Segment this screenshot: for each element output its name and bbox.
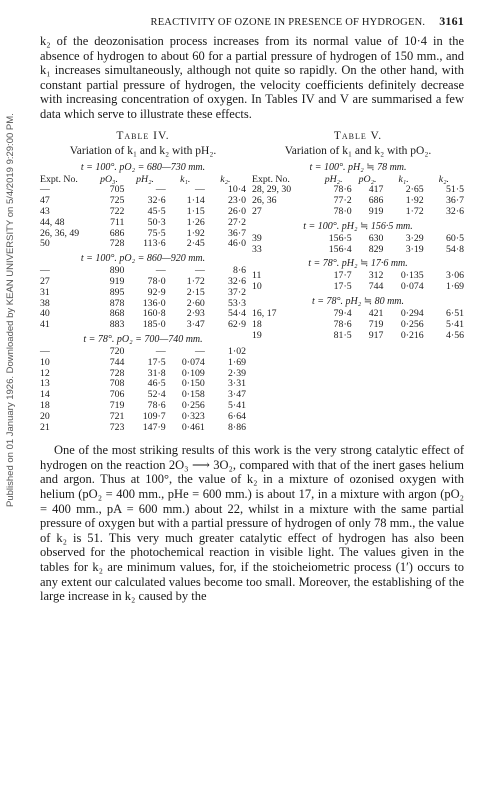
column-header: k₂. <box>220 173 231 185</box>
table-cell: 725 <box>109 195 125 207</box>
table-cell: — <box>40 184 50 196</box>
table-cell: 722 <box>109 205 125 217</box>
table-cell: 11 <box>252 270 262 282</box>
table-cell: 185·0 <box>142 319 166 331</box>
table-cell: — <box>194 265 205 277</box>
table-cell: 0·158 <box>181 389 205 401</box>
table-cell: 421 <box>368 307 384 319</box>
table-cell: 54·4 <box>228 308 246 320</box>
column-header: pO₃. <box>100 173 118 185</box>
table-cell: 156·4 <box>328 243 352 255</box>
running-header <box>40 14 464 30</box>
table-cell: 78·6 <box>333 318 352 330</box>
table-cell: 10·4 <box>228 184 246 196</box>
condition-line: t = 100°. pO₂ = 680—730 mm. <box>80 161 206 173</box>
table-cell: 0·150 <box>181 378 205 390</box>
column-header: k₂. <box>438 173 449 185</box>
table-cell: 0·109 <box>181 367 205 379</box>
table-cell: — <box>155 265 166 277</box>
condition-line: t = 100°. pH₂ ≒ 156·5 mm. <box>303 220 413 232</box>
table-cell: 27·2 <box>228 216 246 228</box>
table-cell: 5·41 <box>446 318 464 330</box>
condition-line: t = 78°. pO₂ = 700—740 mm. <box>83 333 203 345</box>
table-cell: 1·14 <box>186 195 205 207</box>
table-cell: 27 <box>252 205 262 217</box>
running-title: REACTIVITY OF OZONE IN PRESENCE OF HYDROGEN. <box>150 17 426 28</box>
header-row <box>40 175 246 186</box>
table-cell: 1·92 <box>405 195 424 207</box>
column-header: pO₂. <box>358 173 377 185</box>
table-cell: 43 <box>40 205 50 217</box>
table-cell: 17·5 <box>147 356 166 368</box>
table-cell: 44, 48 <box>40 216 65 228</box>
table-cell: 0·216 <box>400 329 424 341</box>
table-cell: 32·6 <box>228 275 246 287</box>
table-cell: 147·9 <box>142 421 166 433</box>
table-cell: 744 <box>109 356 125 368</box>
table-cell: 14 <box>40 389 50 401</box>
table-row <box>40 196 246 207</box>
table-cell: 0·074 <box>400 281 424 293</box>
table-cell: 686 <box>368 195 384 207</box>
table-cell: 883 <box>109 319 125 331</box>
table-cell: 3·47 <box>228 389 246 401</box>
table-cell: 78·0 <box>147 275 166 287</box>
table-cell: 19 <box>252 329 262 341</box>
table-cell: 728 <box>109 238 125 250</box>
table-cell: 40 <box>40 308 50 320</box>
table-cell: 32·6 <box>147 195 166 207</box>
table-cell: 3·29 <box>405 232 424 244</box>
table-cell: 21 <box>40 421 50 433</box>
table-cell: — <box>155 345 166 357</box>
table-cell: 39 <box>252 232 262 244</box>
table-cell: 20 <box>40 410 50 422</box>
table-row <box>40 358 246 369</box>
condition-line: t = 100°. pH₂ ≒ 78 mm. <box>309 161 407 173</box>
table-row <box>252 245 464 256</box>
table-row <box>40 369 246 380</box>
table-row <box>252 207 464 218</box>
table-cell: 719 <box>109 399 125 411</box>
table-cell: 75·5 <box>147 227 166 239</box>
table-cell: 18 <box>40 399 50 411</box>
table-cell: 77·2 <box>333 195 352 207</box>
table-cell: 37·2 <box>228 286 246 298</box>
table-cell: — <box>194 345 205 357</box>
table-cell: 0·461 <box>181 421 205 433</box>
table-cell: 3·06 <box>446 270 464 282</box>
table-group <box>252 271 464 293</box>
table-cell: 4·56 <box>446 329 464 341</box>
table-row <box>40 218 246 229</box>
table-cell: 33 <box>252 243 262 255</box>
table-cell: 156·5 <box>328 232 352 244</box>
table-cell: 17·5 <box>333 281 352 293</box>
table-cell: 53·3 <box>228 297 246 309</box>
table-cell: 51·5 <box>446 184 464 196</box>
table-row <box>40 320 246 331</box>
closing-paragraph: One of the most striking results of this work is the very strong catalytic effect of hydrogen on the reaction 2O₃ ⟶ 3O₂, compared with that of the inert gases helium and argon. Thus at 100°, the value of k₂ in a mixture of ozonised oxygen with helium (pO₂ = 400 mm., pHe = 600 mm.) is about 17, in a mixture with argon (pO₂ = 400 mm., pA = 600 mm.) about 22, whilst in a mixture with the same partial pressure of oxygen but with a partial pressure of hydrogen of only 78 mm., the value of k₂ is 51. This very much greater catalytic effect of hydrogen has also been observed for the photochemical reaction in visible light. The values given in the tables for k₂ are minimum values, for, if the stoicheiometric process (1′) occurs to any extent our calculated values become too small. Moreover, the establishing of the large increase in k₂ caused by the <box>40 443 464 604</box>
table-cell: 17·7 <box>333 270 352 282</box>
table-cell: 2·65 <box>405 184 424 196</box>
table-row <box>40 185 246 196</box>
table-cell: 711 <box>110 216 125 228</box>
table-cell: 52·4 <box>147 389 166 401</box>
table-cell: 721 <box>109 410 125 422</box>
table-cell: 0·294 <box>400 307 424 319</box>
table-cell: 0·256 <box>181 399 205 411</box>
table-cell: 878 <box>109 297 125 309</box>
table-cell: 708 <box>109 378 125 390</box>
column-header: pH₂. <box>136 173 154 185</box>
table-cell: 62·9 <box>228 319 246 331</box>
table-cell: 36·7 <box>228 227 246 239</box>
table-cell: 3·19 <box>405 243 424 255</box>
table-cell: 10 <box>40 356 50 368</box>
table-row <box>252 271 464 282</box>
table-cell: 1·72 <box>405 205 424 217</box>
table-cell: 13 <box>40 378 50 390</box>
table-row <box>40 347 246 358</box>
table-cell: 919 <box>109 275 125 287</box>
table-cell: 28, 29, 30 <box>252 184 292 196</box>
table-cell: 0·256 <box>400 318 424 330</box>
table-cell: 31·8 <box>147 367 166 379</box>
table-cell: 10 <box>252 281 262 293</box>
intro-paragraph: k₂ of the deozonisation process increases from its normal value of 10·4 in the absence of hydrogen to about 60 for a partial pressure of hydrogen of 150 mm., and k₁ increases simultaneously, although not quite so rapidly. On the other hand, with constant partial pressure of hydrogen, the velocity coefficients definitely decrease with increasing concentration of oxygen. In Tables IV and V are summarised a few data which serve to illustrate these effects. <box>40 34 464 121</box>
table-cell: — <box>40 345 50 357</box>
table-v-name: Table V. <box>333 129 383 142</box>
page-number: 3161 <box>439 14 464 28</box>
table-cell: 46·5 <box>147 378 166 390</box>
table-cell: 60·5 <box>446 232 464 244</box>
column-header: k₁. <box>180 173 191 185</box>
table-cell: 26, 36 <box>252 195 277 207</box>
table-cell: 0·074 <box>181 356 205 368</box>
table-cell: 113·6 <box>143 238 166 250</box>
table-iv-body <box>40 162 246 434</box>
column-header: pH₂. <box>324 173 343 185</box>
table-cell: 686 <box>109 227 125 239</box>
table-cell: 2·93 <box>186 308 205 320</box>
table-cell: 8·86 <box>228 421 246 433</box>
table-cell: 417 <box>368 184 384 196</box>
table-cell: 92·9 <box>147 286 166 298</box>
table-cell: 895 <box>109 286 125 298</box>
table-row <box>40 239 246 250</box>
table-cell: 723 <box>109 421 125 433</box>
table-cell: 720 <box>109 345 125 357</box>
table-cell: 18 <box>252 318 262 330</box>
table-row <box>40 423 246 434</box>
table-group <box>40 266 246 331</box>
table-cell: 45·5 <box>147 205 166 217</box>
table-row <box>252 309 464 320</box>
table-cell: 78·6 <box>147 399 166 411</box>
table-cell: 868 <box>109 308 125 320</box>
table-iv-name: Table IV. <box>116 129 170 142</box>
table-cell: 12 <box>40 367 50 379</box>
table-v <box>252 130 464 434</box>
table-group <box>252 234 464 256</box>
table-cell: — <box>194 184 205 196</box>
table-cell: 719 <box>368 318 384 330</box>
table-cell: 81·5 <box>333 329 352 341</box>
table-row <box>252 234 464 245</box>
table-cell: 136·0 <box>142 297 166 309</box>
table-cell: 50 <box>40 238 50 250</box>
table-cell: 27 <box>40 275 50 287</box>
table-cell: 47 <box>40 195 50 207</box>
table-row <box>252 320 464 331</box>
table-cell: 1·02 <box>228 345 246 357</box>
table-cell: 0·323 <box>181 410 205 422</box>
table-cell: 32·6 <box>446 205 464 217</box>
table-row <box>252 196 464 207</box>
table-cell: 6·64 <box>228 410 246 422</box>
table-cell: 744 <box>368 281 384 293</box>
table-cell: 3·31 <box>228 378 246 390</box>
table-cell: 728 <box>109 367 125 379</box>
table-cell: 1·26 <box>186 216 205 228</box>
table-cell: 6·51 <box>446 307 464 319</box>
table-cell: 41 <box>40 319 50 331</box>
table-cell: 706 <box>109 389 125 401</box>
table-v-body <box>252 162 464 342</box>
table-cell: 31 <box>40 286 50 298</box>
table-cell: 919 <box>368 205 384 217</box>
table-cell: — <box>40 265 50 277</box>
table-cell: 1·92 <box>186 227 205 239</box>
table-cell: 2·15 <box>186 286 205 298</box>
table-cell: — <box>155 184 166 196</box>
table-cell: 829 <box>368 243 384 255</box>
table-row <box>40 379 246 390</box>
download-notice: Published on 01 January 1926. Downloaded by KEAN UNIVERSITY on 5/4/2019 9:29:00 PM. <box>5 113 16 507</box>
condition-line: t = 78°. pH₂ ≒ 17·6 mm. <box>308 258 408 270</box>
table-cell: 109·7 <box>142 410 166 422</box>
condition-line: t = 100°. pO₂ = 860—920 mm. <box>80 253 206 265</box>
table-row <box>40 390 246 401</box>
table-row <box>252 331 464 342</box>
table-cell: 26·0 <box>228 205 246 217</box>
table-row <box>40 288 246 299</box>
table-iv <box>40 130 246 434</box>
table-row <box>40 412 246 423</box>
table-cell: 3·47 <box>186 319 205 331</box>
condition-line: t = 78°. pH₂ ≒ 80 mm. <box>311 295 405 307</box>
column-header: k₁. <box>398 173 409 185</box>
table-cell: 1·69 <box>228 356 246 368</box>
table-row <box>252 185 464 196</box>
table-cell: 46·0 <box>228 238 246 250</box>
table-cell: 705 <box>109 184 125 196</box>
journal-page <box>40 14 464 604</box>
table-cell: 78·0 <box>333 205 352 217</box>
table-cell: 1·15 <box>186 205 205 217</box>
table-cell: 26, 36, 49 <box>40 227 80 239</box>
table-cell: 312 <box>368 270 384 282</box>
table-cell: 5·41 <box>228 399 246 411</box>
table-cell: 890 <box>109 265 125 277</box>
table-cell: 8·6 <box>232 265 246 277</box>
tables-row <box>40 130 464 434</box>
table-cell: 16, 17 <box>252 307 277 319</box>
table-cell: 79·4 <box>333 307 352 319</box>
table-cell: 2·60 <box>186 297 205 309</box>
table-row <box>40 277 246 288</box>
column-header: Expt. No. <box>252 173 290 185</box>
table-row <box>40 207 246 218</box>
table-group <box>252 309 464 341</box>
table-cell: 917 <box>368 329 384 341</box>
table-cell: 0·135 <box>400 270 424 282</box>
table-cell: 2·39 <box>228 367 246 379</box>
table-cell: 78·6 <box>333 184 352 196</box>
table-cell: 50·3 <box>147 216 166 228</box>
table-v-caption: Variation of k₁ and k₂ with pO₂. <box>284 144 432 157</box>
table-row <box>40 266 246 277</box>
table-header <box>40 175 246 186</box>
column-header: Expt. No. <box>40 173 78 185</box>
table-group <box>252 185 464 217</box>
table-cell: 2·45 <box>186 238 205 250</box>
table-cell: 630 <box>368 232 384 244</box>
table-cell: 38 <box>40 297 50 309</box>
table-group <box>40 347 246 433</box>
table-cell: 160·8 <box>142 308 166 320</box>
table-cell: 1·72 <box>186 275 205 287</box>
table-cell: 36·7 <box>446 195 464 207</box>
table-cell: 1·69 <box>446 281 464 293</box>
table-iv-caption: Variation of k₁ and k₂ with pH₂. <box>69 144 217 157</box>
table-row <box>252 282 464 293</box>
table-group <box>40 185 246 250</box>
table-cell: 23·0 <box>228 195 246 207</box>
table-cell: 54·8 <box>446 243 464 255</box>
